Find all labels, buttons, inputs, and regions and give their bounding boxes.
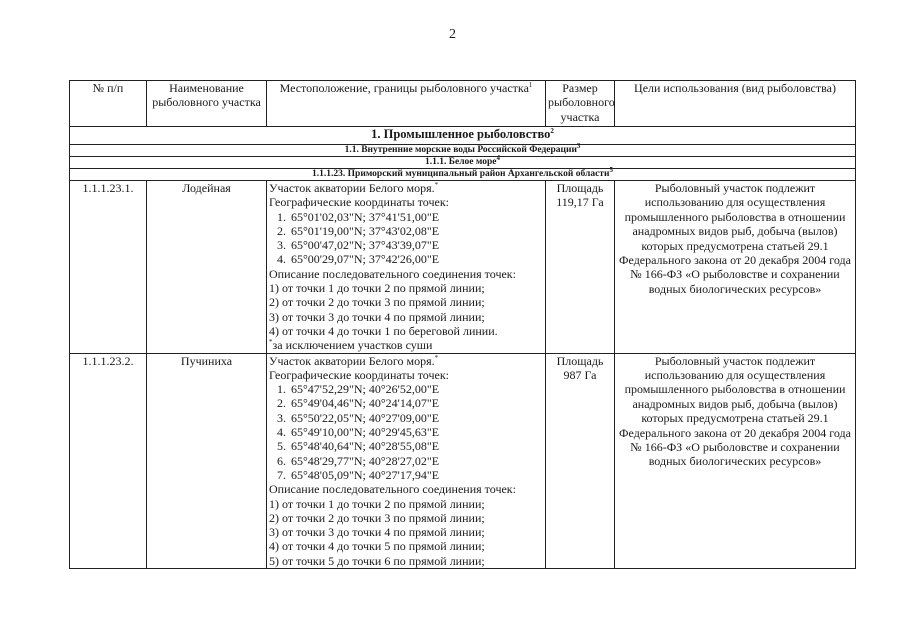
table-row [70, 181, 856, 354]
footnote-mark: 5 [609, 165, 613, 174]
area-line: Участок акватории Белого моря.* [269, 353, 439, 368]
connection-line: 4) от точки 4 до точки 5 по прямой линии; [269, 539, 485, 554]
section-title: 1. Промышленное рыболовство [371, 127, 551, 141]
site-name: Лодейная [147, 181, 267, 354]
section-title: 1.1.1.23. Приморский муниципальный район Архангельской области [312, 169, 610, 179]
coordinate-list [269, 382, 543, 482]
footnote-mark: 3 [576, 141, 581, 150]
coords-title: Географические координаты точек: [269, 367, 449, 382]
coordinate-point: 1. 65°01'02,03"N; 37°41'51,00"E [289, 210, 543, 224]
coordinate-point: 1. 65°47'52,29"N; 40°26'52,00"E [289, 382, 543, 396]
coordinate-point: 5. 65°48'40,64"N; 40°28'55,08"E [289, 439, 543, 453]
connection-title: Описание последовательного соединения точек: [269, 482, 516, 497]
section-row-industrial [70, 127, 856, 145]
header-name: Наименование рыболовного участка [147, 81, 267, 127]
area-line: Участок акватории Белого моря.* [269, 181, 439, 195]
section-row-white-sea [70, 157, 856, 169]
coordinate-point: 3. 65°50'22,05"N; 40°27'09,00"E [289, 411, 543, 425]
site-size: Площадь 119,17 Га [546, 181, 615, 354]
section-row-primorsky-district [70, 169, 856, 181]
page-number: 2 [449, 27, 456, 42]
footnote-mark: 1 [528, 81, 533, 89]
table-header-row [70, 81, 856, 127]
section-title: 1.1.1. Белое море [424, 157, 497, 167]
connection-line: 5) от точки 5 до точки 6 по прямой линии; [269, 553, 485, 568]
exclusion-note: *за исключением участков суши [269, 338, 433, 353]
connection-line: 1) от точки 1 до точки 2 по прямой линии; [269, 496, 485, 511]
coordinate-point: 2. 65°49'04,46"N; 40°24'14,07"E [289, 396, 543, 410]
fishing-sites-table [69, 80, 856, 569]
site-purpose: Рыболовный участок подлежит использованию для осуществления промышленного рыболовства в отношении анадромных видов рыб, добыча (вылов) которых предусмотрена статьей 29.1 Федерального закона от 20 декабря 2004 года № 166-ФЗ «О рыболовстве и сохранении водных биологических ресурсов» [615, 181, 856, 354]
coordinate-point: 4. 65°49'10,00"N; 40°29'45,63"E [289, 425, 543, 439]
header-location-text: Местоположение, границы рыболовного участка [279, 81, 529, 95]
footnote-mark: 2 [550, 126, 554, 135]
connection-title: Описание последовательного соединения точек: [269, 266, 516, 281]
coordinate-point: 4. 65°00'29,07"N; 37°42'26,00"E [289, 252, 543, 266]
header-size: Размер рыболовного участка [546, 81, 615, 127]
coordinate-point: 7. 65°48'05,09"N; 40°27'17,94"E [289, 468, 543, 482]
site-location [267, 181, 546, 354]
connection-line: 1) от точки 1 до точки 2 по прямой линии; [269, 281, 485, 296]
coordinate-point: 2. 65°01'19,00"N; 37°43'02,08"E [289, 224, 543, 238]
connection-line: 3) от точки 3 до точки 4 по прямой линии; [269, 309, 485, 324]
connection-line: 2) от точки 2 до точки 3 по прямой линии; [269, 295, 485, 310]
header-purpose: Цели использования (вид рыболовства) [615, 81, 856, 127]
connection-line: 2) от точки 2 до точки 3 по прямой линии; [269, 510, 485, 525]
header-num: № п/п [70, 81, 147, 127]
coordinate-list [269, 210, 543, 267]
coords-title: Географические координаты точек: [269, 195, 449, 210]
connection-line: 4) от точки 4 до точки 1 по береговой линии. [269, 323, 498, 338]
coordinate-point: 6. 65°48'29,77"N; 40°28'27,02"E [289, 454, 543, 468]
site-size: Площадь 987 Га [546, 353, 615, 568]
site-number: 1.1.1.23.2. [70, 353, 147, 568]
coordinate-point: 3. 65°00'47,02"N; 37°43'39,07"E [289, 238, 543, 252]
section-row-internal-waters [70, 145, 856, 157]
site-purpose: Рыболовный участок подлежит использованию для осуществления промышленного рыболовства в отношении анадромных видов рыб, добыча (вылов) которых предусмотрена статьей 29.1 Федерального закона от 20 декабря 2004 года № 166-ФЗ «О рыболовстве и сохранении водных биологических ресурсов» [615, 353, 856, 568]
table-row [70, 353, 856, 568]
site-name: Пучиниха [147, 353, 267, 568]
footnote-mark: 4 [496, 153, 500, 162]
section-title: 1.1. Внутренние морские воды Российской Федерации [344, 145, 577, 155]
site-number: 1.1.1.23.1. [70, 181, 147, 354]
connection-line: 3) от точки 3 до точки 4 по прямой линии; [269, 525, 485, 540]
header-location [267, 81, 546, 127]
site-location [267, 353, 546, 568]
